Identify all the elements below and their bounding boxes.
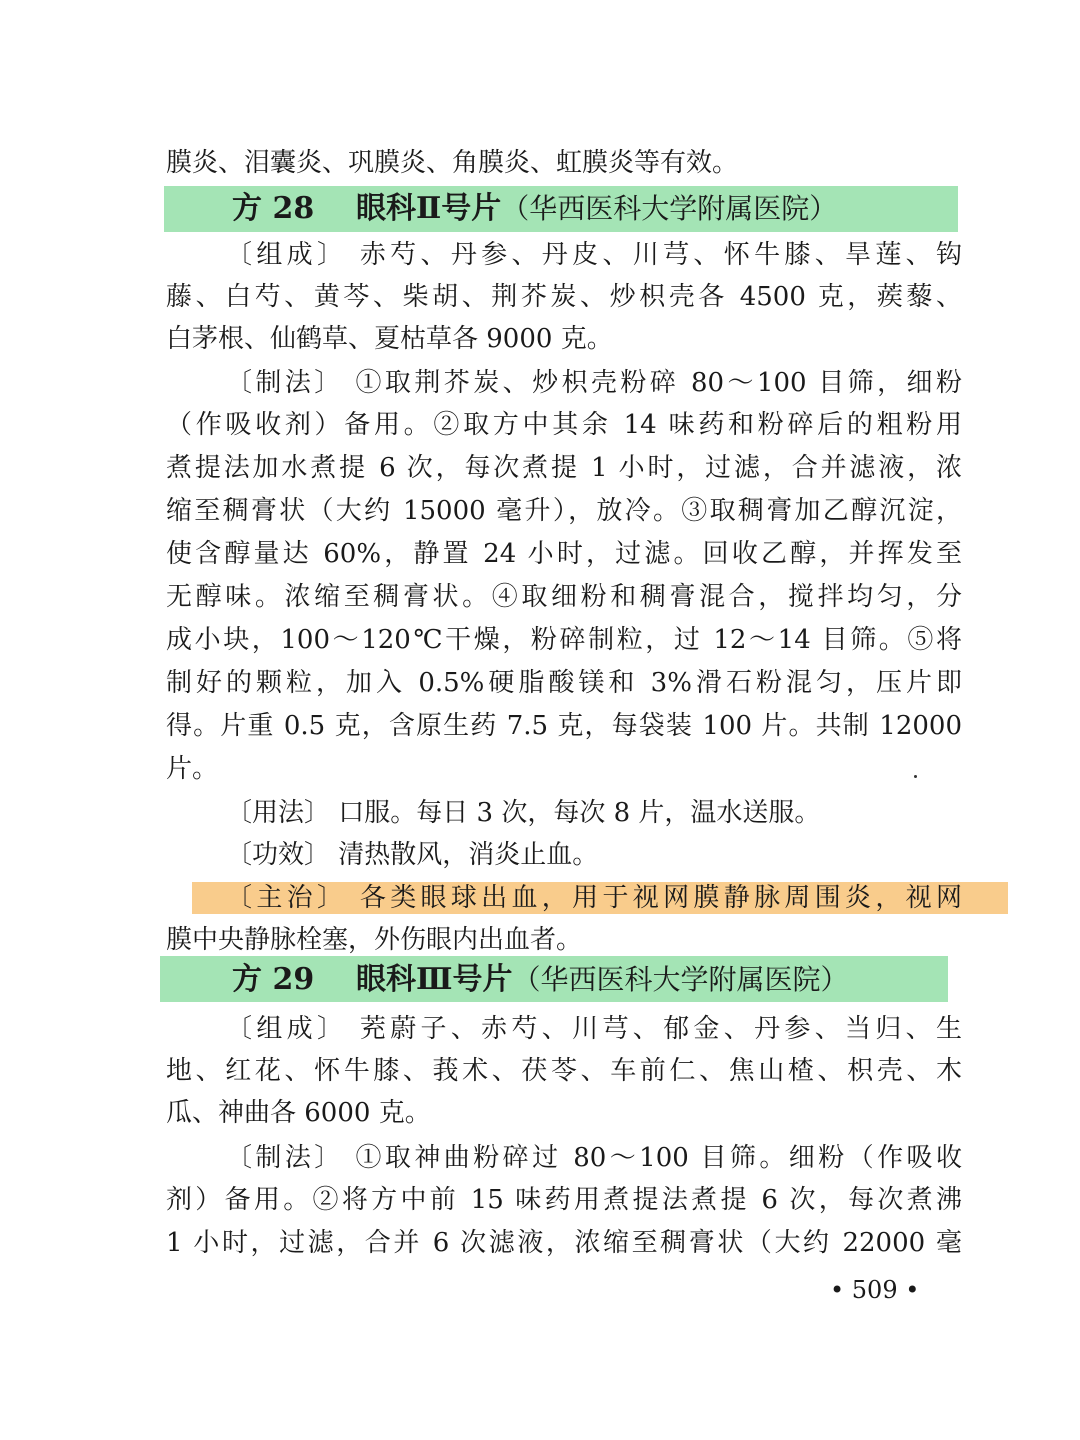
recipe-28-indication-line: 膜中央静脉栓塞，外伤眼内出血者。 xyxy=(166,925,583,955)
recipe-28-composition-line: 藤、白芍、黄芩、柴胡、荆芥炭、炒枳壳各 4500 克，蒺藜、 xyxy=(166,282,962,312)
recipe-28-effect: 〔功效〕 清热散风，消炎止血。 xyxy=(226,840,599,870)
recipe-29-composition-line: 〔组成〕 茺蔚子、赤芍、川芎、郁金、丹参、当归、生 xyxy=(226,1014,962,1044)
print-speck xyxy=(914,775,917,778)
recipe-28-usage: 〔用法〕 口服。每日 3 次，每次 8 片，温水送服。 xyxy=(226,798,821,828)
recipe-29-preparation-line: 1 小时，过滤，合并 6 次滤液，浓缩至稠膏状（大约 22000 毫 xyxy=(166,1228,962,1258)
recipe-29-name: 眼科Ⅲ号片 xyxy=(355,962,513,997)
recipe-28-preparation-line: 使含醇量达 60%，静置 24 小时，过滤。回收乙醇，并挥发至 xyxy=(166,539,962,569)
recipe-29-source: （华西医科大学附属医院） xyxy=(512,963,849,996)
recipe-29-composition-line: 瓜、神曲各 6000 克。 xyxy=(166,1098,431,1128)
page-number: • 509 • xyxy=(830,1276,920,1304)
recipe-28-preparation-line: 片。 xyxy=(166,754,219,784)
recipe-28-name: 眼科Ⅱ号片 xyxy=(355,191,502,226)
recipe-29-heading xyxy=(232,958,849,1002)
intro-line: 膜炎、泪囊炎、巩膜炎、角膜炎、虹膜炎等有效。 xyxy=(166,148,739,178)
recipe-29-number: 方 29 xyxy=(232,962,315,997)
recipe-28-preparation-line: 〔制法〕 ①取荆芥炭、炒枳壳粉碎 80～100 目筛，细粉 xyxy=(226,368,962,398)
recipe-28-indication-line: 〔主治〕 各类眼球出血，用于视网膜静脉周围炎，视网 xyxy=(226,883,962,913)
recipe-28-preparation-line: 制好的颗粒，加入 0.5%硬脂酸镁和 3%滑石粉混匀，压片即 xyxy=(166,668,962,698)
recipe-28-preparation-line: 得。片重 0.5 克，含原生药 7.5 克，每袋装 100 片。共制 12000 xyxy=(166,711,962,741)
recipe-28-number: 方 28 xyxy=(232,191,315,226)
recipe-29-preparation-line: 剂）备用。②将方中前 15 味药用煮提法煮提 6 次，每次煮沸 xyxy=(166,1185,962,1215)
recipe-28-preparation-line: 煮提法加水煮提 6 次，每次煮提 1 小时，过滤，合并滤液，浓 xyxy=(166,453,962,483)
recipe-28-preparation-line: 缩至稠膏状（大约 15000 毫升），放冷。③取稠膏加乙醇沉淀， xyxy=(166,496,962,526)
recipe-28-preparation-line: 无醇味。浓缩至稠膏状。④取细粉和稠膏混合，搅拌均匀，分 xyxy=(166,582,962,612)
recipe-29-preparation-line: 〔制法〕 ①取神曲粉碎过 80～100 目筛。细粉（作吸收 xyxy=(226,1143,962,1173)
recipe-28-preparation-line: 成小块，100～120℃干燥，粉碎制粒，过 12～14 目筛。⑤将 xyxy=(166,625,962,655)
recipe-28-composition-line: 〔组成〕 赤芍、丹参、丹皮、川芎、怀牛膝、旱莲、钩 xyxy=(226,240,962,270)
recipe-29-composition-line: 地、红花、怀牛膝、莪术、茯苓、车前仁、焦山楂、枳壳、木 xyxy=(166,1056,962,1086)
recipe-28-preparation-line: （作吸收剂）备用。②取方中其余 14 味药和粉碎后的粗粉用 xyxy=(166,410,962,440)
recipe-28-source: （华西医科大学附属医院） xyxy=(501,192,838,225)
recipe-28-composition-line: 白茅根、仙鹤草、夏枯草各 9000 克。 xyxy=(166,324,613,354)
recipe-28-heading xyxy=(232,187,837,231)
